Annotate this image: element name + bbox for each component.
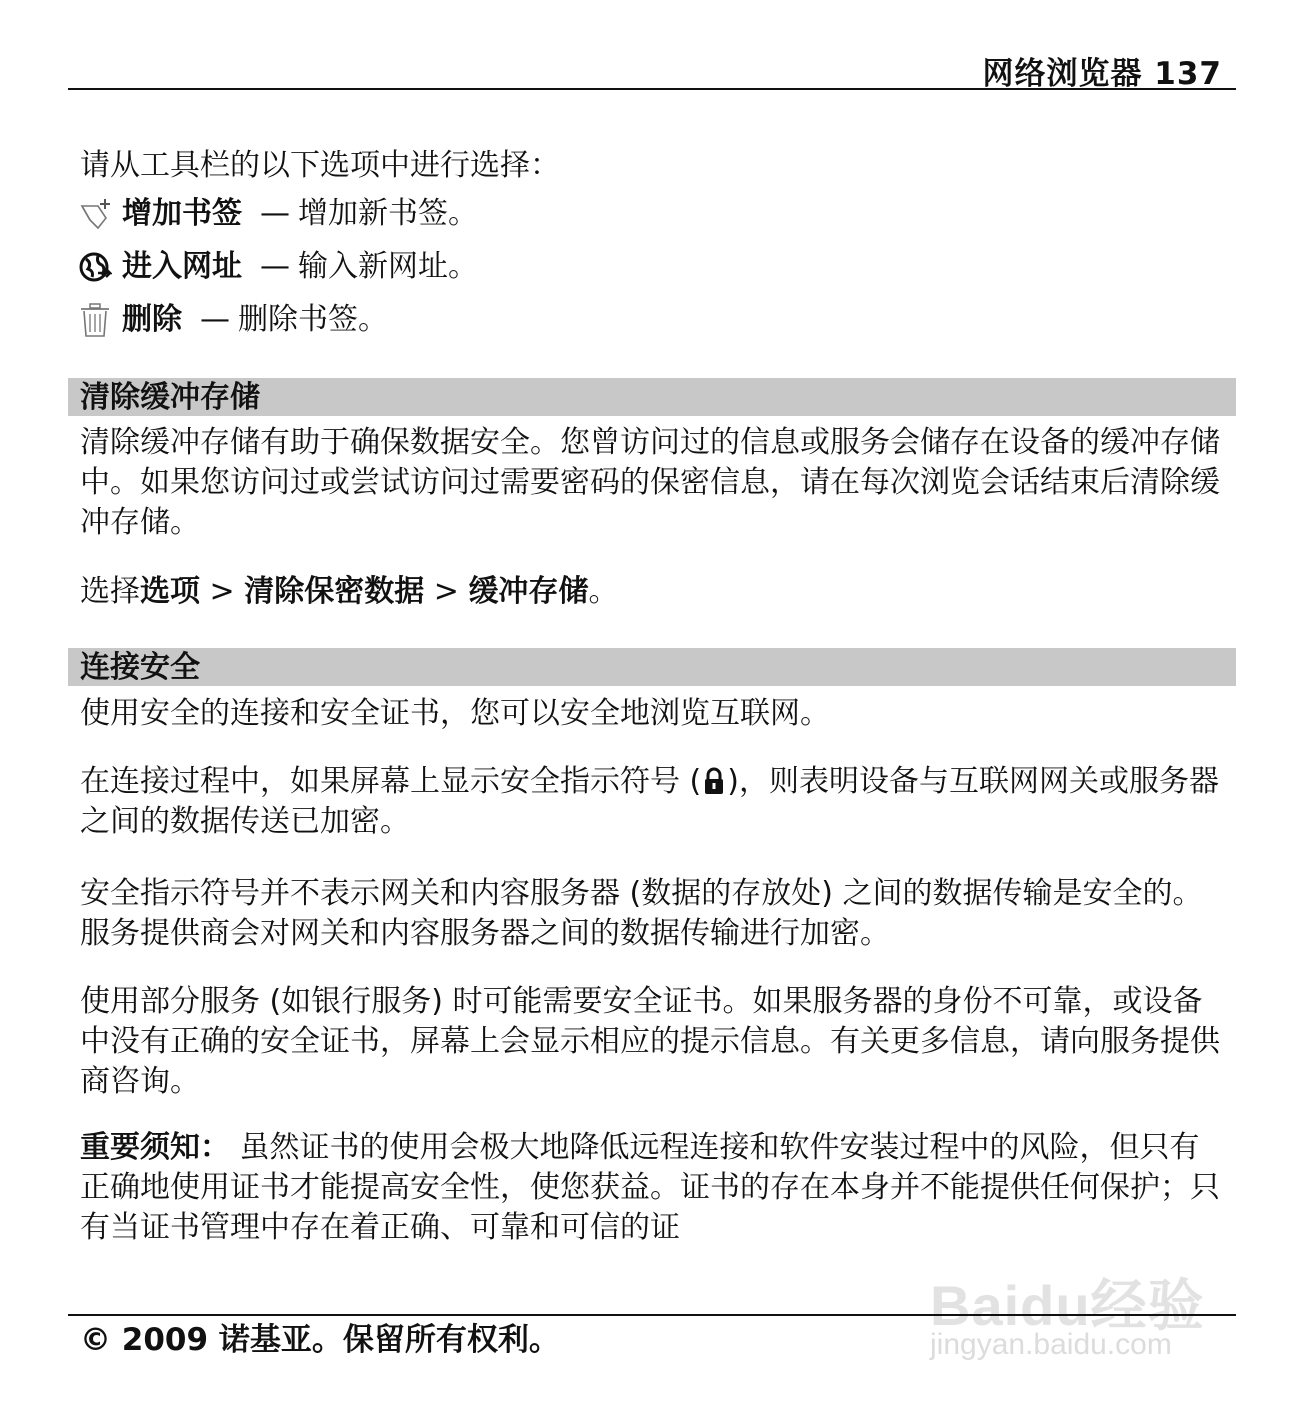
path-separator: >	[424, 574, 469, 609]
delete-icon	[78, 302, 112, 338]
go-to-address-icon	[78, 249, 112, 285]
watermark-logo: Baidu经验	[930, 1274, 1205, 1337]
path-separator: >	[200, 574, 245, 609]
toolbar-option-go-to-address	[78, 247, 478, 287]
section-heading-clear-cache: 清除缓冲存储	[80, 380, 260, 415]
instruction-end: 。	[588, 574, 619, 609]
toolbar-option-add-bookmark	[78, 194, 478, 234]
watermark	[930, 1262, 1230, 1372]
option-description: 输入新网址。	[298, 249, 478, 284]
p2-after: )，则表明设备与互联网网关或服务器之间的数据传送已加密。	[80, 764, 1219, 839]
notice-text: 虽然证书的使用会极大地降低远程连接和软件安装过程中的风险，但只有正确地使用证书才能提高安全性，使您获益。证书的存在本身并不能提供任何保护；只有当证书管理中存在着正确、可靠和可信的证	[80, 1130, 1220, 1245]
footer-copyright: © 2009 诺基亚。保留所有权利。	[80, 1322, 560, 1358]
cache-body-text: 清除缓冲存储有助于确保数据安全。您曾访问过的信息或服务会储存在设备的缓冲存储中。如果您访问过或尝试访问过需要密码的保密信息，请在每次浏览会话结束后清除缓冲存储。	[80, 425, 1220, 540]
section-heading-bar	[68, 648, 1236, 686]
option-description: 删除书签。	[238, 302, 388, 337]
security-paragraph-1: 使用安全的连接和安全证书，您可以安全地浏览互联网。	[80, 696, 830, 731]
option-label: 增加书签	[122, 196, 242, 231]
security-paragraph-3: 安全指示符号并不表示网关和内容服务器 (数据的存放处) 之间的数据传输是安全的。服务提供商会对网关和内容服务器之间的数据传输进行加密。	[80, 876, 1203, 951]
page-title: 网络浏览器 137	[982, 56, 1222, 92]
security-paragraph-2	[80, 762, 1225, 842]
option-label: 进入网址	[122, 249, 242, 284]
option-dash: —	[260, 196, 290, 231]
intro-text: 请从工具栏的以下选项中进行选择：	[80, 148, 560, 183]
section-heading-bar	[68, 378, 1236, 416]
menu-path-cache: 缓冲存储	[468, 574, 589, 609]
instruction-prefix: 选择	[80, 574, 140, 609]
cache-instruction	[80, 572, 1225, 612]
option-dash: —	[200, 302, 230, 337]
footer-divider	[68, 1314, 1236, 1316]
option-description: 增加新书签。	[298, 196, 478, 231]
toolbar-option-delete	[78, 300, 388, 340]
security-paragraph-4: 使用部分服务 (如银行服务) 时可能需要安全证书。如果服务器的身份不可靠，或设备中没有正确的安全证书，屏幕上会显示相应的提示信息。有关更多信息，请向服务提供商咨询。	[80, 984, 1220, 1099]
section-heading-connection-security: 连接安全	[80, 650, 200, 685]
page-header	[68, 44, 1236, 90]
option-dash: —	[260, 249, 290, 284]
menu-path-options: 选项	[140, 574, 200, 609]
option-label: 删除	[122, 302, 182, 337]
security-notice	[80, 1128, 1225, 1248]
lock-icon	[703, 767, 725, 795]
add-bookmark-icon	[78, 196, 112, 232]
notice-label: 重要须知：	[80, 1130, 230, 1165]
menu-path-clear-private-data: 清除保密数据	[244, 574, 425, 609]
watermark-url: jingyan.baidu.com	[930, 1328, 1172, 1361]
p2-before: 在连接过程中，如果屏幕上显示安全指示符号 (	[80, 764, 702, 799]
